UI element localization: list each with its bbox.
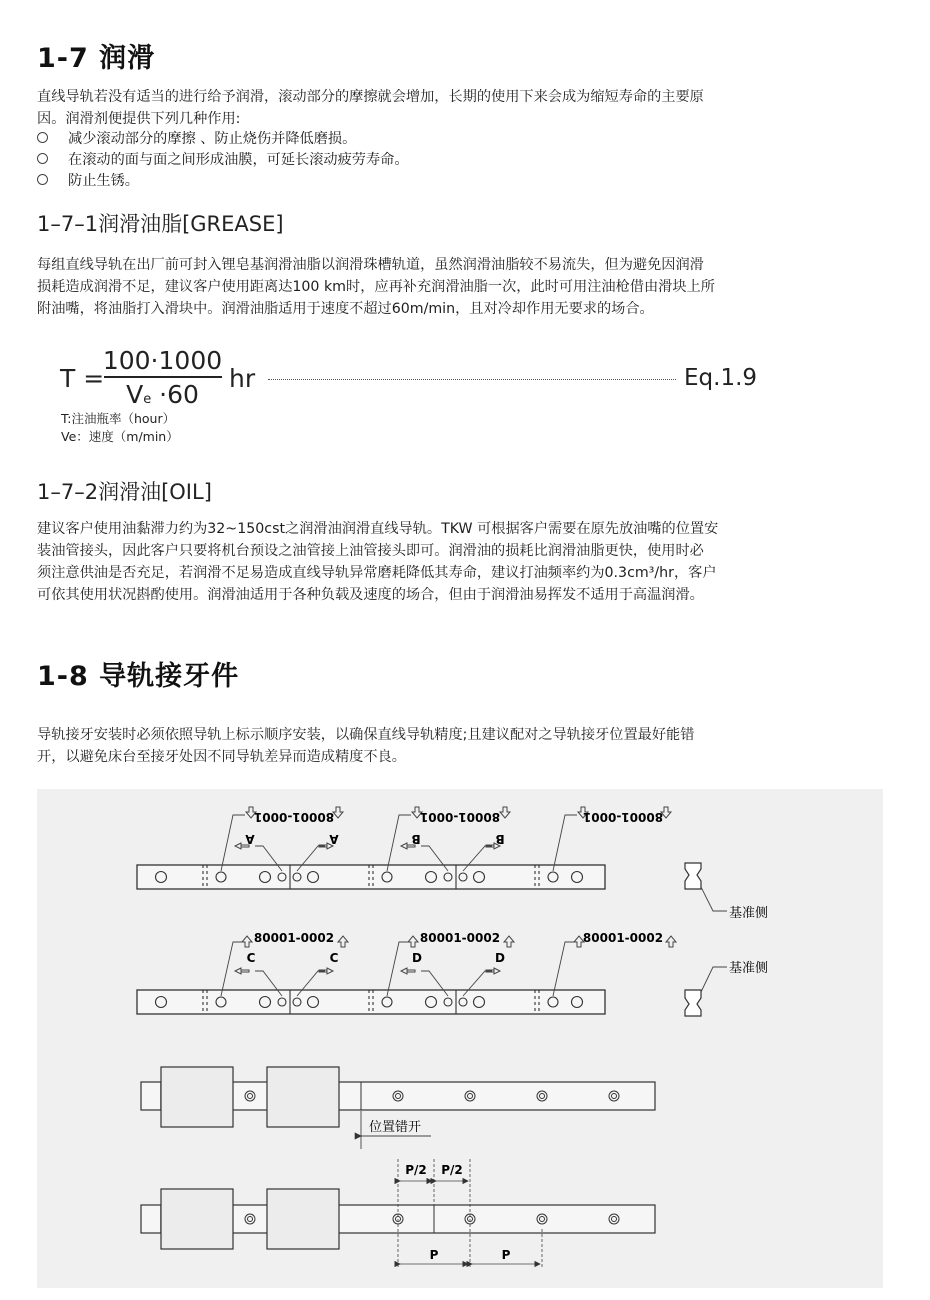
lubrication-bullet-list — [37, 129, 837, 192]
grease-line-1: 每组直线导轨在出厂前可封入锂皂基润滑油脂以润滑珠槽轨道，虽然润滑油脂较不易流失，但为避免因润滑 — [37, 257, 704, 273]
intro-line-1: 直线导轨若没有适当的进行给予润滑，滚动部分的摩擦就会增加，长期的使用下来会成为缩短寿命的主要原 — [37, 89, 704, 105]
rail-row-1 — [137, 807, 671, 889]
grease-paragraph — [37, 254, 907, 320]
pair-letter-b: B — [411, 832, 421, 846]
list-item: 防止生锈。 — [37, 171, 837, 192]
variable-definitions — [61, 410, 179, 446]
slider-block — [161, 1189, 233, 1249]
pair-letter-d: D — [495, 951, 505, 965]
section-title-rail-joint: 1-8 导轨接牙件 — [37, 661, 240, 692]
subsection-title-grease: 1–7–1润滑油脂[GREASE] — [37, 212, 284, 236]
side-arrow-icons — [235, 968, 500, 974]
equation-denominator: Ve ·60 — [126, 380, 199, 409]
pair-letter-c: C — [246, 951, 256, 965]
rail-joint-figure — [37, 789, 883, 1288]
oil-line-3: 须注意供油是否充足，若润滑不足易造成直线导轨异常磨耗降低其寿命，建议打油频率约为0.3cm³/hr，客户 — [37, 565, 717, 581]
oil-line-4: 可依其使用状况斟酌使用。润滑油适用于各种负载及速度的场合，但由于润滑油易挥发不适用于高温润滑。 — [37, 587, 704, 603]
slider-block — [161, 1067, 233, 1127]
lubrication-intro — [37, 86, 897, 130]
definition-t: T:注油瓶率（hour） — [61, 411, 176, 426]
reference-side-label: 基准侧 — [729, 906, 769, 921]
oil-paragraph — [37, 518, 917, 606]
slider-block — [267, 1067, 339, 1127]
leader-lines-row-2 — [221, 942, 575, 996]
reference-side-label: 基准侧 — [729, 961, 769, 976]
code-label: 80001-0002 — [582, 931, 664, 945]
rail-joint-paragraph — [37, 724, 907, 768]
code-label: 80001-0002 — [419, 931, 501, 945]
pair-letter-a: A — [245, 832, 255, 846]
rail-profile-2 — [685, 960, 768, 1016]
code-label: 80001-0001 — [419, 810, 501, 824]
pair-letter-d: D — [412, 951, 422, 965]
joint-line-2: 开，以避免床台至接牙处因不同导轨差异而造成精度不良。 — [37, 749, 406, 765]
code-label: 80001-0001 — [582, 810, 664, 824]
offset-label: 位置错开 — [369, 1120, 422, 1135]
rail-assembly-pitch — [141, 1159, 655, 1269]
joint-line-1: 导轨接牙安装时必须依照导轨上标示顺序安装，以确保直线导轨精度;且建议配对之导轨接牙位置最好能错 — [37, 727, 695, 743]
rail-row-2 — [137, 931, 676, 1014]
oil-line-1: 建议客户使用油黏滞力约为32~150cst之润滑油润滑直线导轨。TKW 可根据客户需要在原先放油嘴的位置安 — [37, 521, 719, 537]
definition-ve: Ve：速度（m/min） — [61, 429, 179, 444]
circle-bullet-icon — [37, 174, 48, 185]
list-item: 在滚动的面与面之间形成油膜，可延长滚动疲劳寿命。 — [37, 150, 837, 171]
half-pitch-label: P/2 — [405, 1163, 427, 1177]
fraction-line — [104, 376, 222, 378]
section-title-lubrication: 1-7 润滑 — [37, 43, 156, 74]
pair-letter-c: C — [329, 951, 339, 965]
pitch-label: P — [429, 1248, 439, 1262]
circle-bullet-icon — [37, 132, 48, 143]
grease-line-2: 损耗造成润滑不足，建议客户使用距离达100 km时，应再补充润滑油脂一次，此时可用注油枪借由滑块上所 — [37, 279, 715, 295]
equation-label: Eq.1.9 — [684, 365, 758, 391]
rail-assembly-offset — [141, 1067, 655, 1149]
equation-numerator: 100·1000 — [102, 346, 223, 375]
code-label: 80001-0002 — [253, 931, 335, 945]
rail-profile-1 — [685, 863, 768, 921]
rail-joint-diagram — [37, 789, 883, 1288]
subsection-title-oil: 1–7–2润滑油[OIL] — [37, 480, 212, 504]
slider-block — [267, 1189, 339, 1249]
list-item: 减少滚动部分的摩擦 、防止烧伤并降低磨损。 — [37, 129, 837, 150]
pair-letter-a: A — [329, 832, 339, 846]
pitch-label: P — [501, 1248, 511, 1262]
half-pitch-label: P/2 — [441, 1163, 463, 1177]
oil-line-2: 装油管接头，因此客户只要将机台预设之油管接上油管接头即可。润滑油的损耗比润滑油脂更快，使用时必 — [37, 543, 704, 559]
code-label: 80001-0001 — [253, 810, 335, 824]
pair-letter-b: B — [495, 832, 505, 846]
grease-line-3: 附油嘴，将油脂打入滑块中。润滑油脂适用于速度不超过60m/min，且对冷却作用无要求的场合。 — [37, 301, 654, 317]
equation-lhs: T = — [60, 364, 105, 393]
intro-line-2: 因。润滑剂便提供下列几种作用: — [37, 111, 241, 127]
equation-unit: hr — [229, 364, 256, 393]
side-arrow-icons — [235, 843, 500, 849]
circle-bullet-icon — [37, 153, 48, 164]
leader-dots — [268, 379, 676, 380]
